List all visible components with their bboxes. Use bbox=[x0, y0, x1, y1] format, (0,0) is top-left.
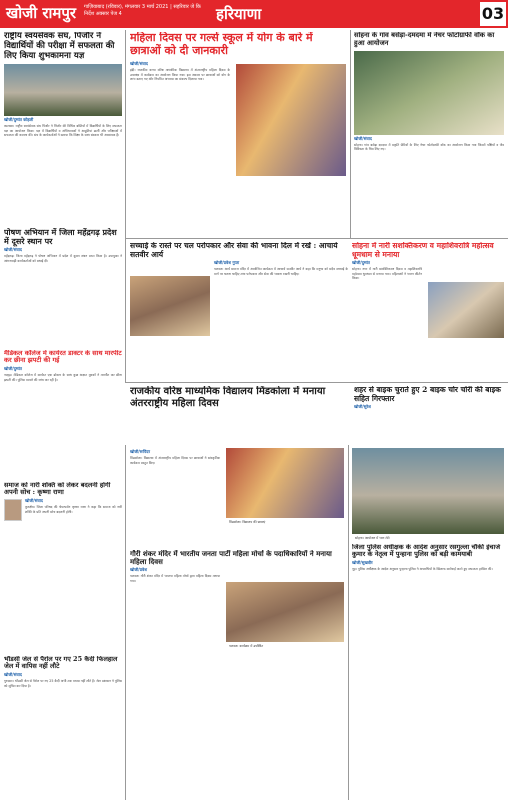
article-photo bbox=[226, 448, 344, 518]
article-byline: खोजी/संवाद bbox=[354, 135, 372, 141]
article-medical bbox=[4, 350, 122, 480]
article-body: महेंद्रगढ़। जिला महेंद्रगढ़ ने पोषण अभियान में प्रदेश में दूसरा स्थान प्राप्त किया है। उपायुक्त ने आंगनवाड़ी कार्यकर्ताओं को बधाई दी। bbox=[4, 254, 122, 263]
article-body: गुरुग्राम। भौंडसी जेल से पैरोल पर गए 25 कैदी अभी तक वापस नहीं लौटे हैं। जेल प्रशासन ने पुलिस को सूचित कर दिया है। bbox=[4, 678, 122, 688]
article-headline: राष्ट्रीय स्वयंसेवक संघ, पिंजौर ने विद्यार्थियों की परीक्षा में सफलता की लिए किया शुभकामना यज्ञ bbox=[4, 32, 115, 61]
column-rule bbox=[125, 382, 508, 383]
edition-meta: गाज़ियाबाद (रविवार), मंगलवार 3 मार्च 2021 | सहरिवार जे कि निर्देश अक्सार पेज 4 bbox=[84, 4, 201, 17]
article-headline: गौरी शंकर मंदिर में भारतीय जनता पार्टी महिला मोर्चा के पदाधिकारियों ने मनाया महिला दिवस bbox=[130, 550, 332, 567]
article-byline: खोजी/प्रवेश गुप्ता bbox=[214, 260, 240, 266]
brand-logo: खोजी रामपुर bbox=[6, 4, 77, 22]
article-body: सोहना। गांव बसेड़ा दमदमा में प्रकृति प्रेमियों के लिए नेचर फोटोग्राफी वॉक का आयोजन किया गया जिसमें पक्षियों व जैव विविधता के चित्र लिए गए। bbox=[354, 142, 504, 152]
article-headline: शहर से बाइक चुराते हुए 2 बाइक चोर चोरी की बाइक सहित गिरफ्तार bbox=[354, 386, 501, 403]
photo-caption: पलवल। कार्यक्रम में उपस्थित bbox=[229, 644, 264, 648]
article-byline: खोजी/दुष्यंत bbox=[352, 260, 370, 266]
article-body: पलवल। आर्य समाज मंदिर में आयोजित कार्यक्रम में आचार्य सतवीर आर्य ने कहा कि मनुष्य को सदैव सच्चाई के मार्ग पर चलना चाहिए तथा परोपकार और सेवा की भावना रखनी चाहिए। bbox=[214, 267, 348, 276]
article-byline: खोजी/संवाद bbox=[4, 247, 22, 253]
article-sohna-mahotsav bbox=[352, 242, 504, 380]
article-rss bbox=[4, 32, 122, 200]
article-photo bbox=[352, 448, 504, 534]
article-poshan bbox=[4, 228, 122, 348]
column-rule bbox=[125, 445, 126, 800]
article-byline: खोजी/सुखवीर bbox=[352, 559, 373, 565]
article-headline: सच्चाई के रास्ते पर चल परोपकार और सेवा की भावना दिल में रखें : आचार्य सतवीर आर्य bbox=[130, 242, 338, 259]
article-headline: जिला पुलिस अधीक्षक के आदेश अनुसार रसगुल्ला चौकी इंचार्ज कुमार के नेतृत्व में पुन्हाना पुलिस को बड़ी कामयाबी bbox=[352, 544, 501, 559]
article-body: सोहना। नगर में नारी सशक्तिकरण दिवस व महाशिवरात्रि महोत्सव धूमधाम से मनाया गया। महिलाओं ने भजन कीर्तन किया। bbox=[352, 267, 422, 281]
article-byline: खोजी/दुष्यंत bbox=[4, 365, 22, 371]
section-title: हरियाणा bbox=[216, 5, 262, 23]
article-body: नल्हड़। मेडिकल कॉलेज में कार्यरत एक डॉक्टर के साथ कुछ अज्ञात युवकों ने मारपीट कर छीना झपटी की। पुलिस मामले की जांच कर रही है। bbox=[4, 372, 122, 382]
column-rule bbox=[348, 445, 349, 800]
article-photo bbox=[428, 282, 504, 338]
article-nature-walk bbox=[354, 32, 504, 236]
article-byline: खोजी/दुष्यंत कोहली bbox=[4, 117, 34, 123]
reporter-photo bbox=[4, 499, 22, 521]
photo-caption: मिंडकोला। विद्यालय की छात्राएं bbox=[229, 520, 266, 524]
article-nari-shakti bbox=[4, 482, 122, 652]
article-satvir bbox=[130, 242, 348, 380]
article-photo bbox=[354, 51, 504, 135]
masthead bbox=[0, 0, 508, 28]
column-rule bbox=[350, 30, 351, 238]
article-headline: मैडिकल कॉलेज में कार्यरत डाक्टर के साथ मारपीट कर छीना झपटी की गई bbox=[4, 350, 122, 365]
article-mindkola-body bbox=[130, 448, 344, 548]
article-photo bbox=[4, 64, 122, 116]
article-gauri-shankar bbox=[130, 550, 344, 796]
page-number: 03 bbox=[478, 0, 508, 28]
article-byline: खोजी/संवाद bbox=[25, 497, 43, 503]
article-byline: खोजी/प्रवेश bbox=[130, 567, 147, 573]
article-bike-thieves bbox=[354, 386, 504, 442]
photo-caption: सोहना। आयोजन में भाग लेते bbox=[355, 536, 390, 540]
article-headline: सोहना के गांव बसेड़ा-दमदमा में नेचर फोटोग्राफी वॉक का हुआ आयोजन bbox=[354, 32, 495, 47]
article-mindkola bbox=[130, 386, 350, 442]
article-body: नूह। पुलिस अधीक्षक के आदेश अनुसार पुन्हाना पुलिस ने अपराधियों के खिलाफ कार्रवाई करते हुए सफलता हासिल की। bbox=[352, 566, 493, 571]
article-headline: राजकीय वरिष्ठ माध्यमिक विद्यालय मिंडकोला में मनाया अंतरराष्ट्रीय महिला दिवस bbox=[130, 386, 326, 409]
article-body: मिंडकोला। विद्यालय में अंतरराष्ट्रीय महिला दिवस पर छात्राओं ने सांस्कृतिक कार्यक्रम प्रस्तुत किए। bbox=[130, 456, 220, 465]
article-body: कालका। राष्ट्रीय स्वयंसेवक संघ पिंजौर ने पिंजौर की विभिन्न बस्तियों में विद्यार्थियों के लिए सफलता यज्ञ का आयोजन किया। यज्ञ में विद्यार्थियों व अभिभावकों ने आहुतियां डालीं और परीक्षाओं में सफलता की कामना की। संघ के कार्यकर्ताओं ने बताया कि शिक्षा के साथ संस्कार भी आवश्यक हैं। bbox=[4, 124, 122, 138]
column-rule bbox=[125, 30, 126, 382]
article-headline: भौंडसी जेल से पैरोल पर गए 25 कैदी फिलहाल जेल में वापिस नहीं लौटे bbox=[4, 656, 118, 671]
column-rule bbox=[125, 238, 508, 239]
article-byline: खोजी/सुरेश bbox=[354, 404, 371, 410]
article-byline: खोजी/रूपिंदर bbox=[130, 449, 150, 454]
article-punhana-police bbox=[352, 544, 504, 796]
article-byline: खोजी/संवाद bbox=[130, 61, 148, 67]
article-bhondsi bbox=[4, 656, 122, 796]
article-photo bbox=[236, 64, 346, 176]
article-headline: समाज को नारी शक्ति को लेकर बदलनी होगी अपनी सोच : कृष्णा राणा bbox=[4, 482, 111, 497]
article-headline: सोहना में नारी सशक्तिकरण व महाशिवरात्रि महोत्सव धूमधाम से मनाया bbox=[352, 242, 494, 259]
article-body: कुरुक्षेत्र। जिला परिषद की चेयरपर्सन कृष्णा राणा ने कहा कि समाज को नारी शक्ति के प्रति अपनी सोच बदलनी होगी। bbox=[25, 504, 122, 514]
article-photo bbox=[130, 276, 210, 336]
article-byline: खोजी/संवाद bbox=[4, 671, 22, 677]
article-headline: महिला दिवस पर गर्ल्स स्कूल में योग के बारे में छात्राओं को दी जानकारी bbox=[130, 32, 313, 57]
article-photo bbox=[226, 582, 344, 642]
article-body: पलवल। गौरी शंकर मंदिर में भाजपा महिला मोर्चा द्वारा महिला दिवस मनाया गया। bbox=[130, 574, 220, 583]
article-yoga-lead bbox=[130, 32, 346, 236]
article-body: इंद्री। राजकीय कन्या वरिष्ठ माध्यमिक विद्यालय में अंतरराष्ट्रीय महिला दिवस के उपलक्ष्य में कार्यक्रम का आयोजन किया गया। इस अवसर पर छात्राओं को योग के लाभ बताए गए और नियमित अभ्यास का संकल्प दिलाया गया। bbox=[130, 68, 230, 82]
article-headline: पोषण अभियान में जिला महेंद्रगढ़ प्रदेश में दूसरे स्थान पर bbox=[4, 228, 117, 247]
